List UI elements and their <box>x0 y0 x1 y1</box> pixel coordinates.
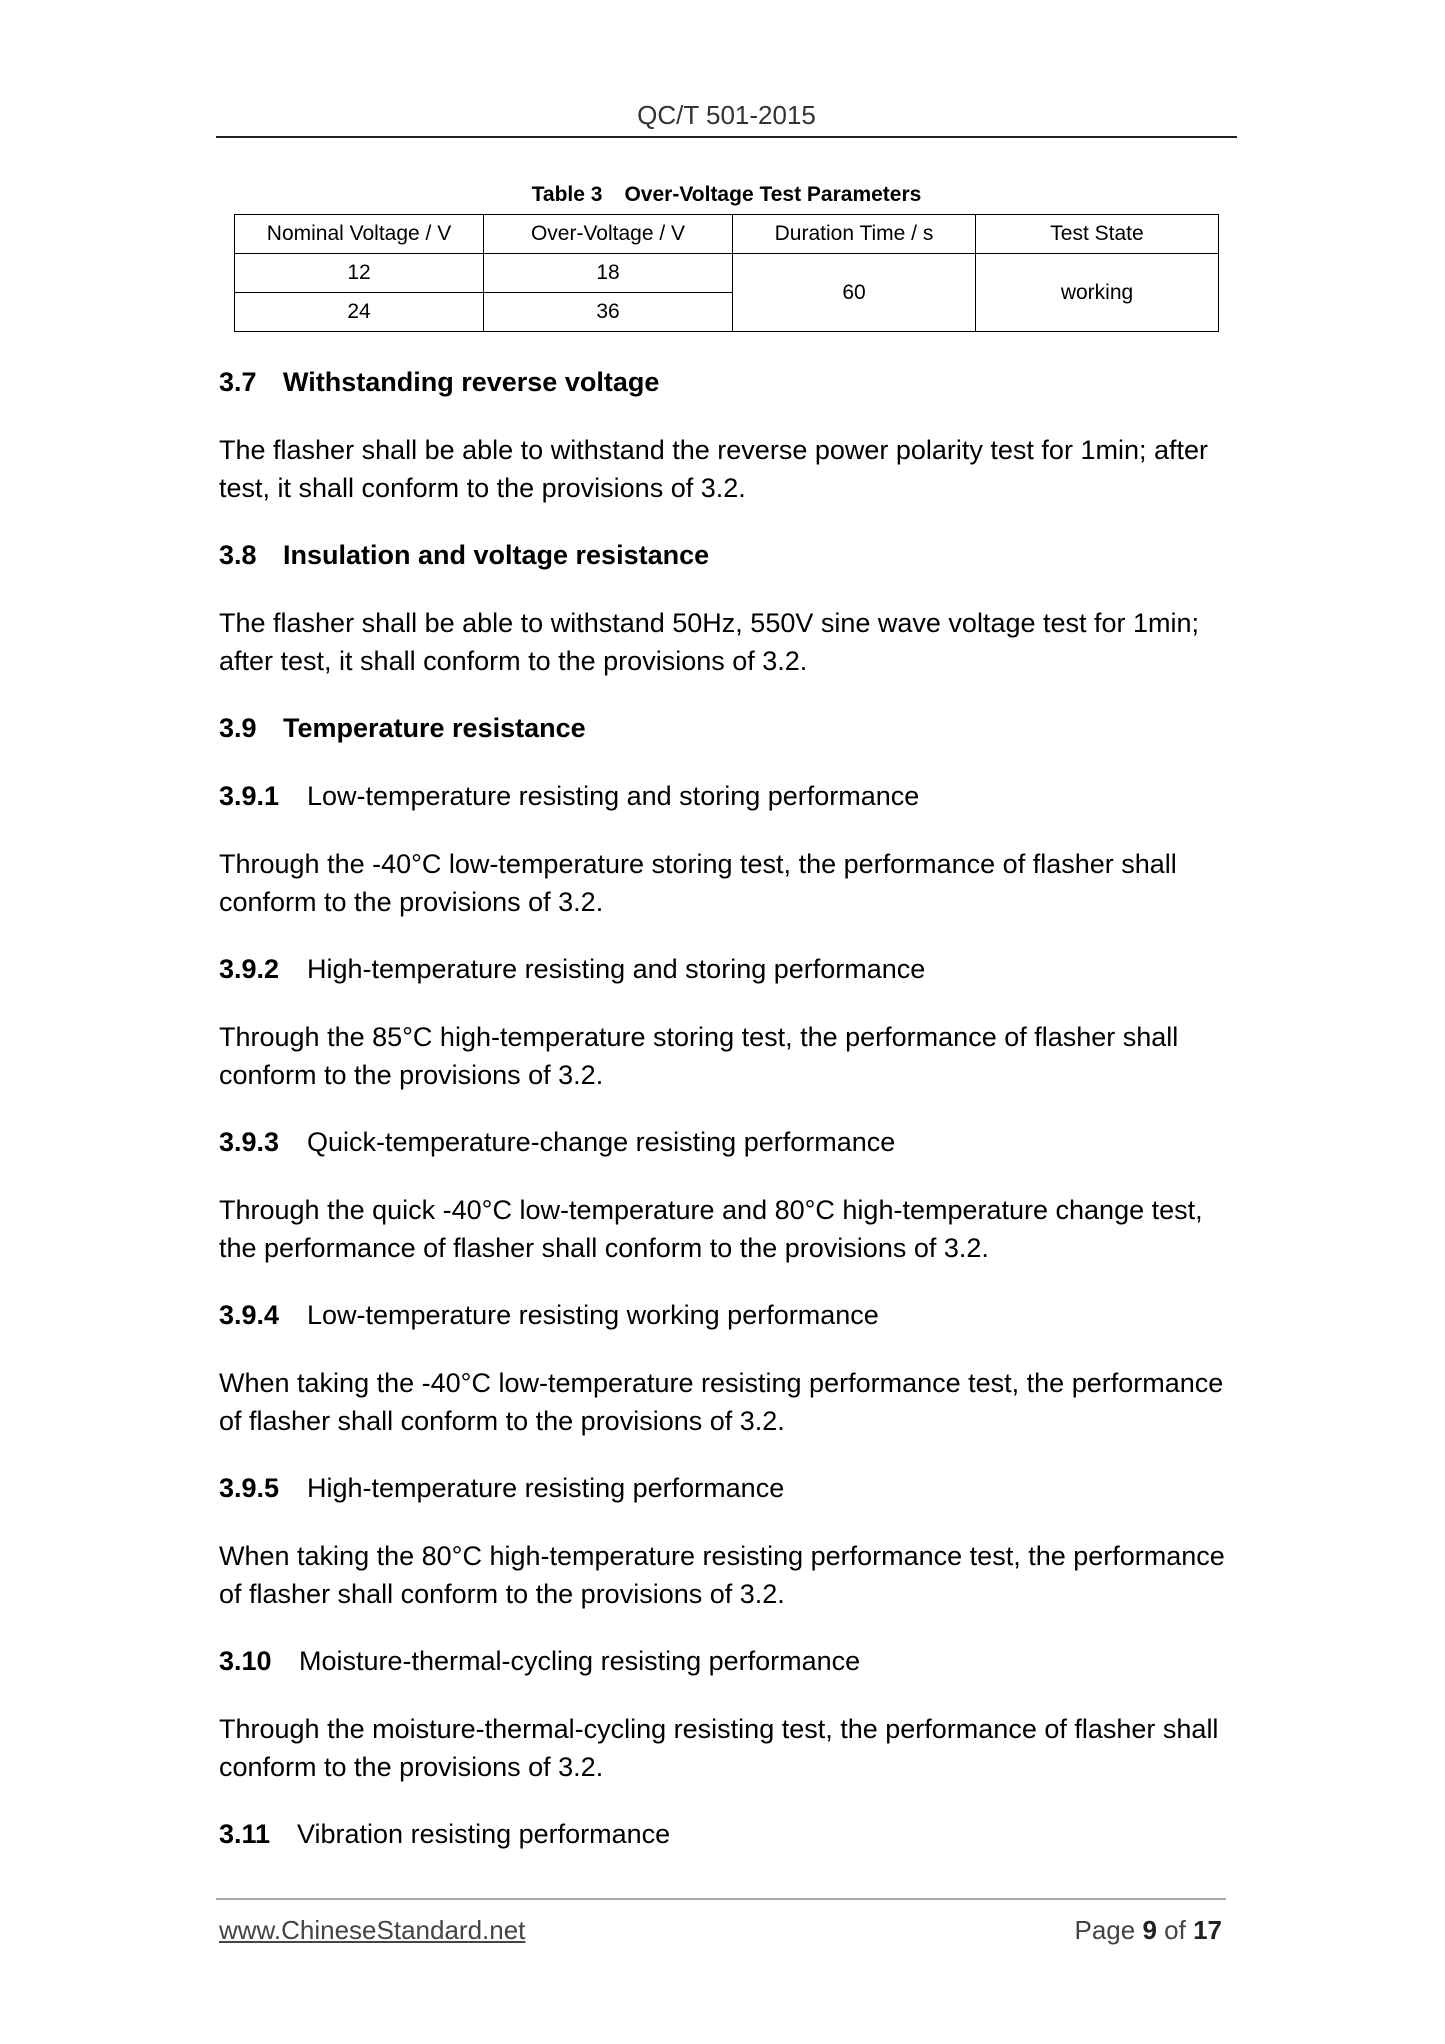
subsection-heading: 3.9.2 High-temperature resisting and storing performance <box>219 954 926 984</box>
table-cell-state: working <box>976 254 1219 332</box>
section-paragraph: The flasher shall be able to withstand the reverse power polarity test for 1min; after test, it shall conform to the provisions of 3.2. <box>219 435 1208 503</box>
section-paragraph: Through the 85°C high-temperature storing test, the performance of flasher shall conform to the provisions of 3.2. <box>219 1022 1179 1090</box>
table-label: Table 3 <box>531 183 603 206</box>
table-cell: 18 <box>484 254 733 293</box>
over-voltage-table <box>234 214 1219 332</box>
section-heading: 3.7 Withstanding reverse voltage <box>219 367 660 397</box>
page-number: Page 9 of 17 <box>1074 1915 1222 1945</box>
section-paragraph: Through the moisture-thermal-cycling resisting test, the performance of flasher shall conform to the provisions of 3.2. <box>219 1714 1219 1782</box>
table-header-row <box>235 215 1219 254</box>
table-caption <box>216 183 1237 207</box>
section-paragraph: The flasher shall be able to withstand 50Hz, 550V sine wave voltage test for 1min; after test, it shall conform to the provisions of 3.2. <box>219 608 1200 676</box>
subsection-heading: 3.9.5 High-temperature resisting performance <box>219 1473 785 1503</box>
subsection-heading: 3.9.1 Low-temperature resisting and storing performance <box>219 781 920 811</box>
table-cell: 36 <box>484 293 733 332</box>
column-header: Test State <box>976 215 1219 254</box>
column-header: Over-Voltage / V <box>484 215 733 254</box>
table-cell: 24 <box>235 293 484 332</box>
table-title: Over-Voltage Test Parameters <box>624 183 922 206</box>
section-paragraph: Through the -40°C low-temperature storing test, the performance of flasher shall conform to the provisions of 3.2. <box>219 849 1177 917</box>
column-header: Duration Time / s <box>733 215 976 254</box>
document-code-header: QC/T 501-2015 <box>637 100 816 130</box>
website-link[interactable]: www.ChineseStandard.net <box>219 1915 526 1945</box>
section-paragraph: Through the quick -40°C low-temperature and 80°C high-temperature change test, the performance of flasher shall conform to the provisions of 3.2. <box>219 1195 1203 1263</box>
subsection-heading: 3.10 Moisture-thermal-cycling resisting performance <box>219 1646 861 1676</box>
footer-rule <box>216 1898 1226 1900</box>
section-paragraph: When taking the -40°C low-temperature resisting performance test, the performance of flasher shall conform to the provisions of 3.2. <box>219 1368 1224 1436</box>
column-header: Nominal Voltage / V <box>235 215 484 254</box>
table-cell-duration: 60 <box>733 254 976 332</box>
header-rule <box>216 136 1237 138</box>
table-cell: 12 <box>235 254 484 293</box>
subsection-heading: 3.9.3 Quick-temperature-change resisting performance <box>219 1127 896 1157</box>
subsection-heading: 3.9.4 Low-temperature resisting working performance <box>219 1300 879 1330</box>
table-row <box>235 254 1219 293</box>
section-paragraph: When taking the 80°C high-temperature resisting performance test, the performance of flasher shall conform to the provisions of 3.2. <box>219 1541 1225 1609</box>
section-heading: 3.8 Insulation and voltage resistance <box>219 540 710 570</box>
subsection-heading: 3.11 Vibration resisting performance <box>219 1819 671 1849</box>
section-heading: 3.9 Temperature resistance <box>219 713 586 743</box>
